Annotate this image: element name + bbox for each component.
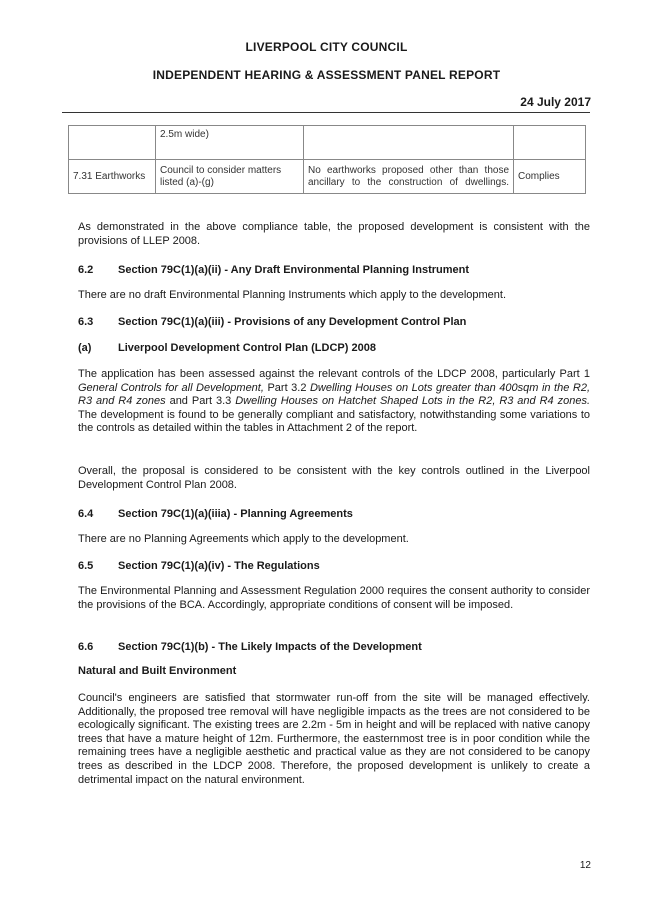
- subsection-heading-a: [78, 341, 590, 355]
- paragraph-regulations: The Environmental Planning and Assessment Regulation 2000 requires the consent authority to consider the provisions of the BCA. Accordingly, appropriate conditions of consent will be imposed.: [78, 585, 590, 611]
- section-heading-6-2: [78, 263, 590, 277]
- paragraph-compliance-summary: As demonstrated in the above compliance table, the proposed development is consistent with the provisions of LLEP 2008.: [78, 221, 590, 247]
- table-row: [69, 126, 586, 160]
- table-cell-provision: [304, 126, 514, 160]
- table-cell-clause: [69, 126, 156, 160]
- section-title: Section 79C(1)(a)(ii) - Any Draft Environmental Planning Instrument: [118, 264, 470, 276]
- italic-run: General Controls for all Development,: [78, 381, 264, 394]
- section-number: 6.3: [78, 316, 94, 328]
- section-number: (a): [78, 342, 92, 354]
- section-heading-6-3: [78, 315, 590, 329]
- table-cell-control: 2.5m wide): [156, 126, 304, 160]
- table-cell-control: Council to consider matters listed (a)-(g): [156, 160, 304, 194]
- table-cell-compliance: Complies: [514, 160, 586, 194]
- paragraph-ldcp-assessment: [78, 368, 590, 436]
- section-title: Section 79C(1)(a)(iiia) - Planning Agreements: [118, 508, 353, 520]
- section-number: 6.6: [78, 641, 94, 653]
- report-date: 24 July 2017: [520, 95, 591, 109]
- section-heading-6-4: [78, 507, 590, 521]
- compliance-table: [68, 125, 586, 194]
- section-number: 6.2: [78, 264, 94, 276]
- italic-run: Dwelling Houses on Lots greater than 400sqm in the R2, R3 and R4 zones: [78, 381, 590, 408]
- italic-run: Dwelling Houses on Hatchet Shaped Lots in the R2, R3 and R4 zones.: [235, 395, 591, 408]
- section-number: 6.4: [78, 508, 94, 520]
- page-number: 12: [579, 860, 591, 871]
- table-cell-clause: 7.31 Earthworks: [69, 160, 156, 194]
- report-title-header: INDEPENDENT HEARING & ASSESSMENT PANEL REPORT: [152, 68, 501, 82]
- table-cell-compliance: [514, 126, 586, 160]
- text-run: The application has been assessed against the relevant controls of the LDCP 2008, particularly Part 1: [78, 368, 590, 380]
- paragraph-natural-environment: Council's engineers are satisfied that stormwater run-off from the site will be managed effectively. Additionally, the proposed tree removal will have negligible impacts as the trees are not considered to be ecologically significant. The existing trees are 2.2m - 5m in height and will be replaced with native canopy trees that have a mature height of 12m. Furthermore, the easternmost tree is in poor condition while the remaining trees have a negligible aesthetic and practical value as they are not considered to be canopy trees as described in the LDCP 2008. Therefore, the proposed development is unlikely to create a detrimental impact on the natural environment.: [78, 692, 590, 786]
- council-name-header: LIVERPOOL CITY COUNCIL: [245, 40, 408, 54]
- header-divider: [62, 112, 590, 113]
- subheading-natural-built-environment: Natural and Built Environment: [78, 665, 237, 677]
- table-row: [69, 160, 586, 194]
- section-title: Section 79C(1)(a)(iv) - The Regulations: [118, 560, 320, 572]
- section-title: Liverpool Development Control Plan (LDCP) 2008: [118, 342, 376, 354]
- section-number: 6.5: [78, 560, 94, 572]
- text-run: Part 3.2: [263, 381, 310, 394]
- section-heading-6-5: [78, 559, 590, 573]
- section-title: Section 79C(1)(b) - The Likely Impacts of the Development: [118, 641, 422, 653]
- paragraph-planning-agreements: There are no Planning Agreements which apply to the development.: [78, 533, 409, 545]
- paragraph-overall-consistency: Overall, the proposal is considered to be consistent with the key controls outlined in the Liverpool Development Control Plan 2008.: [78, 465, 590, 491]
- text-run: The development is found to be generally compliant and satisfactory, notwithstanding some variations to the controls as detailed within the tables in Attachment 2 of the report.: [78, 408, 590, 435]
- paragraph-draft-epi: There are no draft Environmental Planning Instruments which apply to the development.: [78, 289, 507, 301]
- section-title: Section 79C(1)(a)(iii) - Provisions of any Development Control Plan: [118, 316, 467, 328]
- table-cell-provision: No earthworks proposed other than those ancillary to the construction of dwellings.: [304, 160, 514, 194]
- section-heading-6-6: [78, 640, 590, 654]
- text-run: and Part 3.3: [165, 395, 236, 408]
